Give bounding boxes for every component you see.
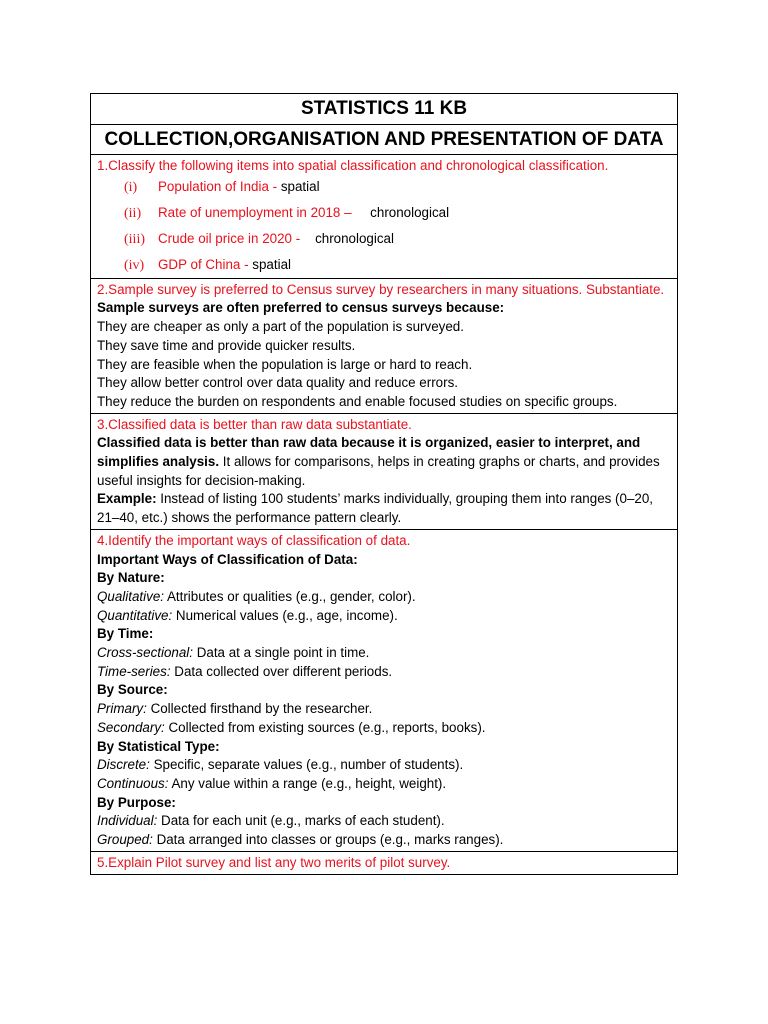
item-separator: - bbox=[240, 256, 253, 272]
list-item bbox=[97, 812, 671, 831]
item-text: Crude oil price in 2020 bbox=[158, 230, 292, 246]
item-separator: – bbox=[340, 204, 371, 220]
group-title: By Purpose: bbox=[97, 794, 176, 810]
question-2-cell bbox=[90, 279, 678, 414]
item-number: (iii) bbox=[124, 231, 145, 247]
chapter-title: COLLECTION,ORGANISATION AND PRESENTATION OF DATA bbox=[90, 125, 678, 155]
answer-heading: Sample surveys are often preferred to census surveys because: bbox=[97, 300, 505, 316]
page-title: STATISTICS 11 KB bbox=[90, 93, 678, 125]
item-answer: spatial bbox=[252, 256, 291, 272]
group-title: By Source: bbox=[97, 682, 168, 698]
item-number: (iv) bbox=[124, 257, 145, 273]
list-item bbox=[97, 178, 671, 204]
answer-line: They allow better control over data quality and reduce errors. bbox=[97, 375, 458, 391]
desc: Attributes or qualities (e.g., gender, color). bbox=[164, 588, 416, 604]
answer-text: It allows for comparisons, helps in creating graphs or charts, and provides useful insights for decision-making. bbox=[97, 454, 660, 488]
list-item bbox=[97, 700, 671, 719]
question-5-text: 5.Explain Pilot survey and list any two merits of pilot survey. bbox=[97, 854, 451, 870]
list-item bbox=[97, 663, 671, 682]
term: Cross-sectional: bbox=[97, 645, 193, 661]
desc: Data at a single point in time. bbox=[193, 645, 370, 661]
list-item bbox=[97, 719, 671, 738]
example-text: Instead of listing 100 students’ marks individually, grouping them into ranges (0–20, 21–40, etc.) shows the performance pattern clearly. bbox=[97, 491, 654, 526]
item-number: (i) bbox=[124, 179, 138, 195]
answer-line: They save time and provide quicker results. bbox=[97, 337, 356, 353]
term: Time-series: bbox=[97, 663, 171, 679]
answer-bold-lead: Classified data is better than raw data because it is organized, easier to interpret, and simplifies analysis. bbox=[97, 435, 641, 470]
term: Individual: bbox=[97, 813, 158, 829]
desc: Any value within a range (e.g., height, weight). bbox=[168, 775, 447, 791]
term: Grouped: bbox=[97, 832, 153, 848]
example-label: Example: bbox=[97, 491, 157, 507]
question-4-text: 4.Identify the important ways of classification of data. bbox=[97, 532, 411, 548]
answer-heading: Important Ways of Classification of Data: bbox=[97, 551, 358, 567]
list-item bbox=[97, 230, 671, 256]
list-item bbox=[97, 256, 671, 278]
item-answer: spatial bbox=[280, 178, 320, 194]
desc: Numerical values (e.g., age, income). bbox=[172, 607, 398, 623]
desc: Data arranged into classes or groups (e.g., marks ranges). bbox=[152, 832, 504, 848]
item-separator: - bbox=[292, 230, 316, 246]
list-item bbox=[97, 607, 671, 626]
list-item bbox=[97, 588, 671, 607]
list-item bbox=[97, 204, 671, 230]
desc: Collected firsthand by the researcher. bbox=[146, 701, 373, 717]
item-answer: chronological bbox=[370, 204, 450, 220]
desc: Data collected over different periods. bbox=[170, 663, 393, 679]
answer-line: They reduce the burden on respondents and enable focused studies on specific groups. bbox=[97, 393, 618, 409]
term: Qualitative: bbox=[97, 588, 164, 604]
desc: Collected from existing sources (e.g., reports, books). bbox=[164, 719, 486, 735]
group-title: By Nature: bbox=[97, 570, 165, 586]
question-1-text: 1.Classify the following items into spatial classification and chronological classification. bbox=[97, 158, 609, 173]
example-paragraph bbox=[97, 490, 671, 527]
question-3-text: 3.Classified data is better than raw data substantiate. bbox=[97, 416, 412, 432]
answer-paragraph bbox=[97, 434, 671, 490]
worksheet-table bbox=[90, 93, 678, 875]
desc: Data for each unit (e.g., marks of each student). bbox=[157, 813, 445, 829]
question-2-text: 2.Sample survey is preferred to Census survey by researchers in many situations. Substantiate. bbox=[97, 281, 665, 297]
question-5-cell bbox=[90, 852, 678, 875]
item-separator: - bbox=[268, 178, 281, 194]
term: Discrete: bbox=[97, 757, 150, 773]
answer-line: They are feasible when the population is large or hard to reach. bbox=[97, 356, 473, 372]
list-item bbox=[97, 775, 671, 794]
list-item bbox=[97, 644, 671, 663]
term: Quantitative: bbox=[97, 607, 173, 623]
desc: Specific, separate values (e.g., number of students). bbox=[149, 757, 464, 773]
group-title: By Time: bbox=[97, 626, 154, 642]
term: Secondary: bbox=[97, 719, 165, 735]
term: Primary: bbox=[97, 701, 147, 717]
question-4-cell bbox=[90, 530, 678, 852]
item-number: (ii) bbox=[124, 205, 142, 221]
question-1-cell bbox=[90, 155, 678, 279]
item-text: GDP of China bbox=[158, 256, 241, 272]
group-title: By Statistical Type: bbox=[97, 738, 220, 754]
list-item bbox=[97, 831, 671, 850]
item-text: Rate of unemployment in 2018 bbox=[158, 204, 341, 220]
question-3-cell bbox=[90, 414, 678, 530]
item-answer: chronological bbox=[315, 230, 394, 246]
item-text: Population of India bbox=[158, 178, 269, 194]
answer-line: They are cheaper as only a part of the population is surveyed. bbox=[97, 319, 464, 335]
list-item bbox=[97, 756, 671, 775]
term: Continuous: bbox=[97, 775, 169, 791]
